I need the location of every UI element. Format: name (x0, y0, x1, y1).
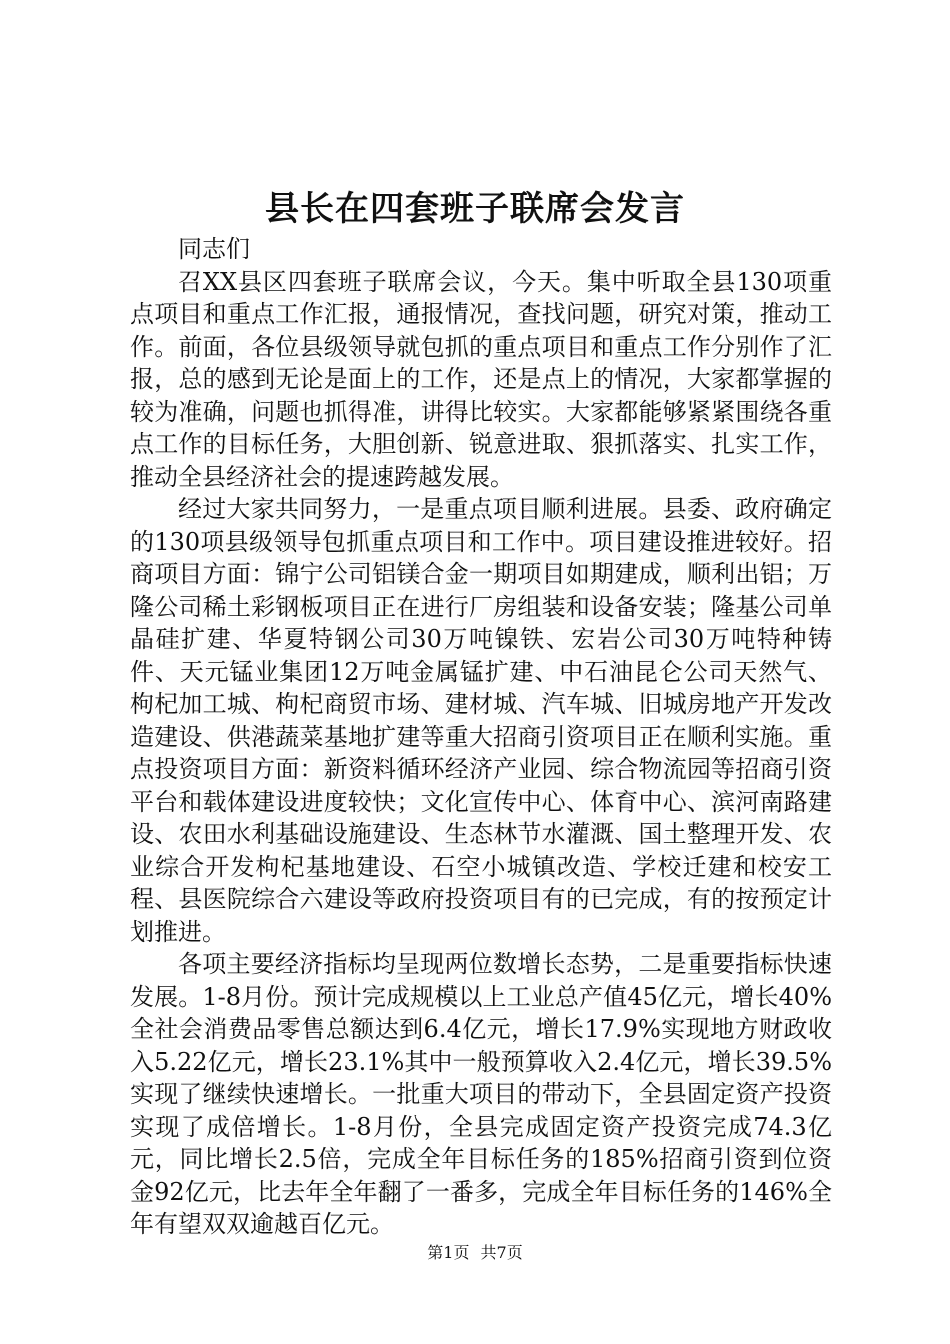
page-footer (0, 1243, 950, 1263)
paragraph-1: 召XX县区四套班子联席会议，今天。集中听取全县130项重点项目和重点工作汇报，通报情况，查找问题，研究对策，推动工作。前面，各位县级领导就包抓的重点项目和重点工作分别作了汇报，总的感到无论是面上的工作，还是点上的情况，大家都掌握的较为准确，问题也抓得准，讲得比较实。大家都能够紧紧围绕各重点工作的目标任务，大胆创新、锐意进取、狠抓落实、扎实工作，推动全县经济社会的提速跨越发展。 (130, 267, 832, 491)
page-total: 共7页 (480, 1243, 523, 1262)
document-title: 县长在四套班子联席会发言 (265, 189, 685, 229)
salutation: 同志们 (178, 235, 250, 263)
document-body (130, 233, 832, 1241)
page-number: 第1页 (427, 1243, 470, 1262)
paragraph-3: 各项主要经济指标均呈现两位数增长态势，二是重要指标快速发展。1-8月份。预计完成规模以上工业总产值45亿元，增长40%全社会消费品零售总额达到6.4亿元，增长17.9%实现地方财政收入5.22亿元，增长23.1%其中一般预算收入2.4亿元，增长39.5%实现了继续快速增长。一批重大项目的带动下，全县固定资产投资实现了成倍增长。1-8月份，全县完成固定资产投资完成74.3亿元，同比增长2.5倍，完成全年目标任务的185%招商引资到位资金92亿元，比去年全年翻了一番多，完成全年目标任务的146%全年有望双双逾越百亿元。 (130, 950, 832, 1238)
paragraph-2: 经过大家共同努力，一是重点项目顺利进展。县委、政府确定的130项县级领导包抓重点项目和工作中。项目建设推进较好。招商项目方面：锦宁公司铝镁合金一期项目如期建成，顺利出铝；万隆公司稀土彩钢板项目正在进行厂房组装和设备安装；隆基公司单晶硅扩建、华夏特钢公司30万吨镍铁、宏岩公司30万吨特种铸件、天元锰业集团12万吨金属锰扩建、中石油昆仑公司天然气、枸杞加工城、枸杞商贸市场、建材城、汽车城、旧城房地产开发改造建设、供港蔬菜基地扩建等重大招商引资项目正在顺利实施。重点投资项目方面：新资料循环经济产业园、综合物流园等招商引资平台和载体建设进度较快；文化宣传中心、体育中心、滨河南路建设、农田水利基础设施建设、生态林节水灌溉、国土整理开发、农业综合开发枸杞基地建设、石空小城镇改造、学校迁建和校安工程、县医院综合六建设等政府投资项目有的已完成，有的按预定计划推进。 (130, 495, 832, 946)
